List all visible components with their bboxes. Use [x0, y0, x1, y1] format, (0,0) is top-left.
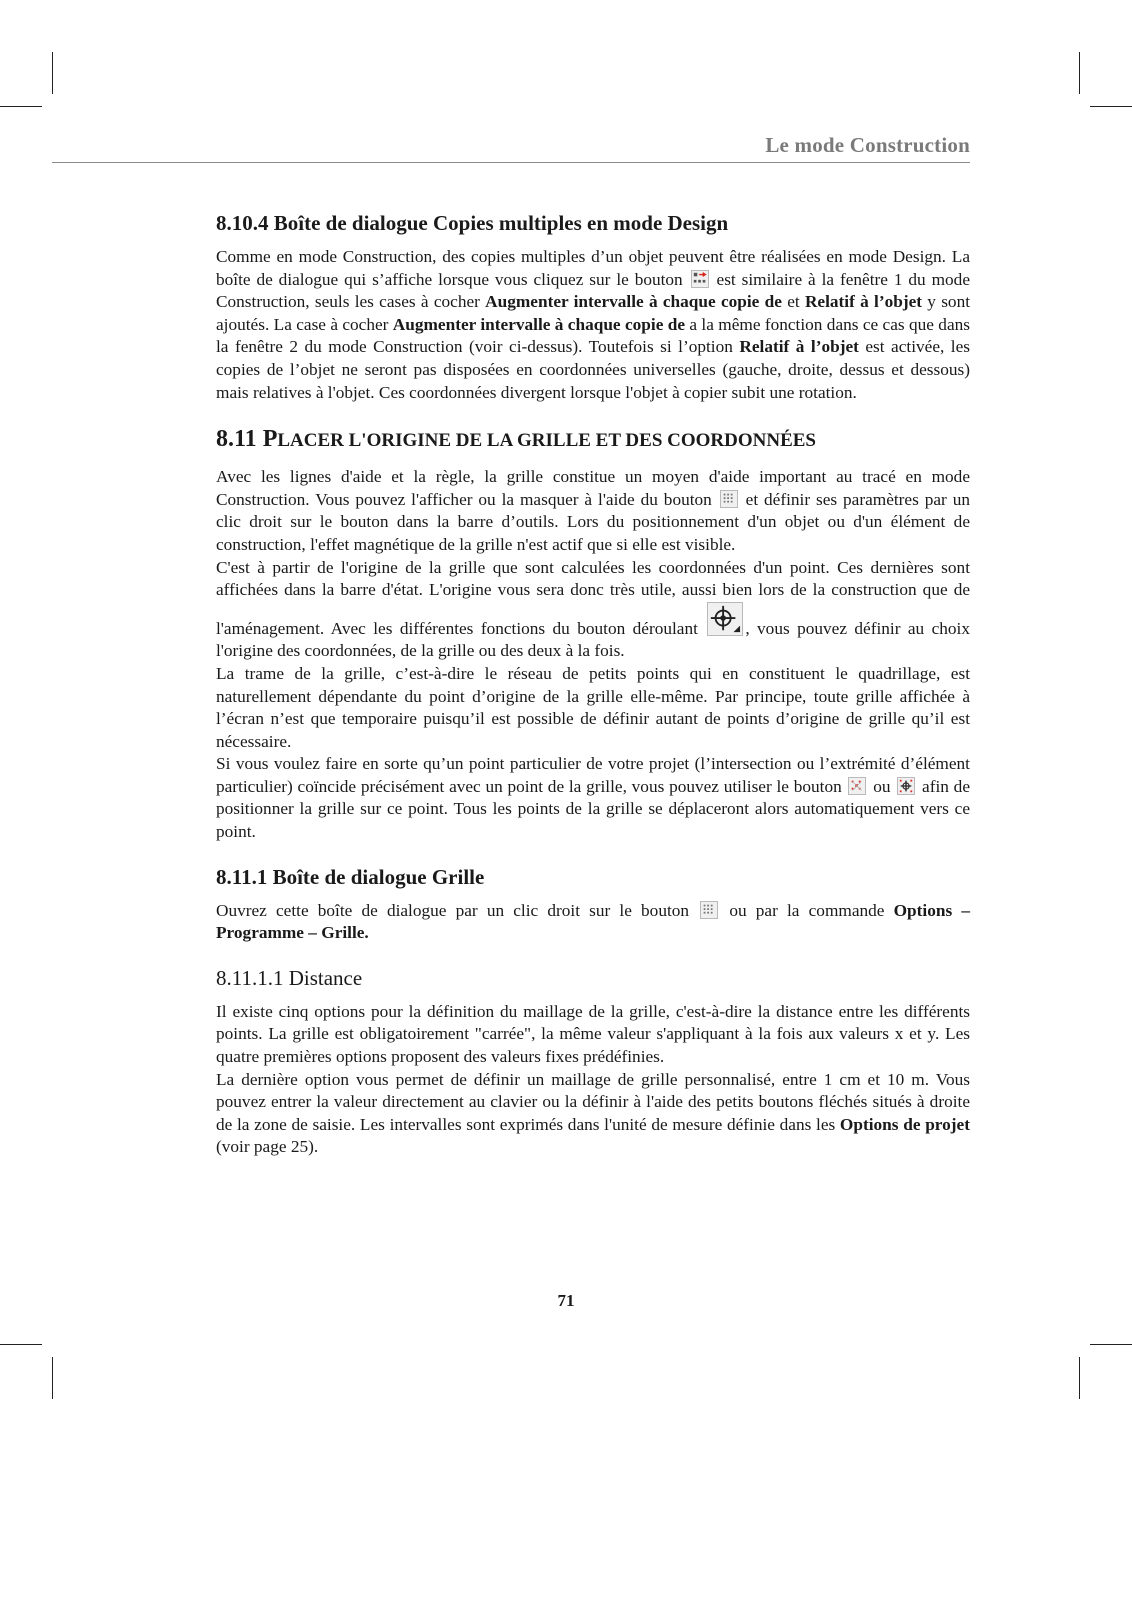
paragraph: Il existe cinq options pour la définition du maillage de la grille, c'est-à-dire la distance entre les différents points. La grille est obligatoirement "carrée", la même valeur s'appliquant à la fois aux valeurs x et y. Les quatre premières options proposent des valeurs fixes prédéfinies. — [216, 1001, 970, 1067]
crop-mark — [0, 1344, 42, 1345]
grid-snap-point-icon — [848, 777, 866, 795]
paragraph: Comme en mode Construction, des copies multiples d’un objet peuvent être réalisées en mode Design. La boîte de dialogue qui s’affiche lorsque vous cliquez sur le bouton est similaire à la fenêtre 1 du mode Construction, seuls les cases à cocher Augmenter intervalle à chaque copie de et Relatif à l’objet y sont ajoutés. La case à cocher Augmenter intervalle à chaque copie de a la même fonction dans ce cas que dans la fenêtre 2 du mode Construction (voir ci-dessus). Toutefois si l’option Relatif à l’objet est activée, les copies de l’objet ne seront pas disposées en coordonnées universelles (gauche, droite, dessus et dessous) mais relatives à l'objet. Ces coordonnées divergent lorsque l'objet à copier subit une rotation. — [216, 247, 971, 402]
crop-mark — [52, 52, 53, 94]
paragraph: La dernière option vous permet de définir un maillage de grille personnalisé, entre 1 cm et 10 m. Vous pouvez entrer la valeur directement au clavier ou la définir à l'aide des petits boutons fléchés situés à droite de la zone de saisie. Les intervalles sont exprimés dans l'unité de mesure définie dans les Options de projet (voir page 25). — [216, 1069, 970, 1157]
multiple-copies-icon — [691, 270, 709, 288]
section-heading-8-11-1: 8.11.1 Boîte de dialogue Grille — [216, 864, 485, 889]
crop-mark — [52, 1357, 53, 1399]
section-heading-8-11-1-1: 8.11.1.1 Distance — [216, 965, 363, 990]
header-rule — [52, 162, 970, 163]
paragraph: La trame de la grille, c’est-à-dire le réseau de petits points qui en constituent le quadrillage, est naturellement dépendante du point d’origine de la grille elle-même. Par principe, toute grille affichée à l’écran n’est que temporaire puisqu’il est possible de définir autant de points d’origine de grille qu’il est nécessaire. — [216, 663, 970, 751]
grid-icon — [720, 490, 738, 508]
crop-mark — [1090, 1344, 1132, 1345]
paragraph: Si vous voulez faire en sorte qu’un point particulier de votre projet (l’intersection ou l’extrémité d’élément particulier) coïncide précisément avec un point de la grille, vous pouvez utiliser le bouton ou afin de positionner la grille sur ce point. Tous les points de la grille se déplaceront alors automatiquement vers ce point. — [216, 754, 970, 842]
running-header: Le mode Construction — [765, 133, 970, 157]
section-heading-8-11: 8.11 PLACER L'ORIGINE DE LA GRILLE ET DES COORDONNÉES — [216, 426, 817, 453]
section-heading-8-10-4: 8.10.4 Boîte de dialogue Copies multiples en mode Design — [216, 211, 729, 235]
grid-origin-dropdown-icon — [707, 602, 743, 636]
grid-snap-cross-icon — [897, 777, 915, 795]
crop-mark — [0, 106, 42, 107]
page-number: 71 — [557, 1291, 575, 1310]
page-body — [216, 210, 970, 1159]
paragraph: Ouvrez cette boîte de dialogue par un clic droit sur le bouton ou par la commande Options – Programme – Grille. — [216, 900, 970, 943]
paragraph: C'est à partir de l'origine de la grille que sont calculées les coordonnées d'un point. Ces dernières sont affichées dans la barre d'état. L'origine vous sera donc très utile, aussi bien lors de la construction que de l'aménagement. Avec les différentes fonctions du bouton déroulant , vous pouvez définir au choix l'origine des coordonnées, de la grille ou des deux à la fois. — [216, 557, 970, 661]
grid-icon — [700, 901, 718, 919]
crop-mark — [1090, 106, 1132, 107]
paragraph: Avec les lignes d'aide et la règle, la grille constitue un moyen d'aide important au tracé en mode Construction. Vous pouvez l'afficher ou la masquer à l'aide du bouton et définir ses paramètres par un clic droit sur le bouton dans la barre d’outils. Lors du positionnement d'un objet ou d'un élément de construction, l'effet magnétique de la grille n'est actif que si elle est visible. — [216, 467, 970, 554]
crop-mark — [1079, 52, 1080, 94]
crop-mark — [1079, 1357, 1080, 1399]
